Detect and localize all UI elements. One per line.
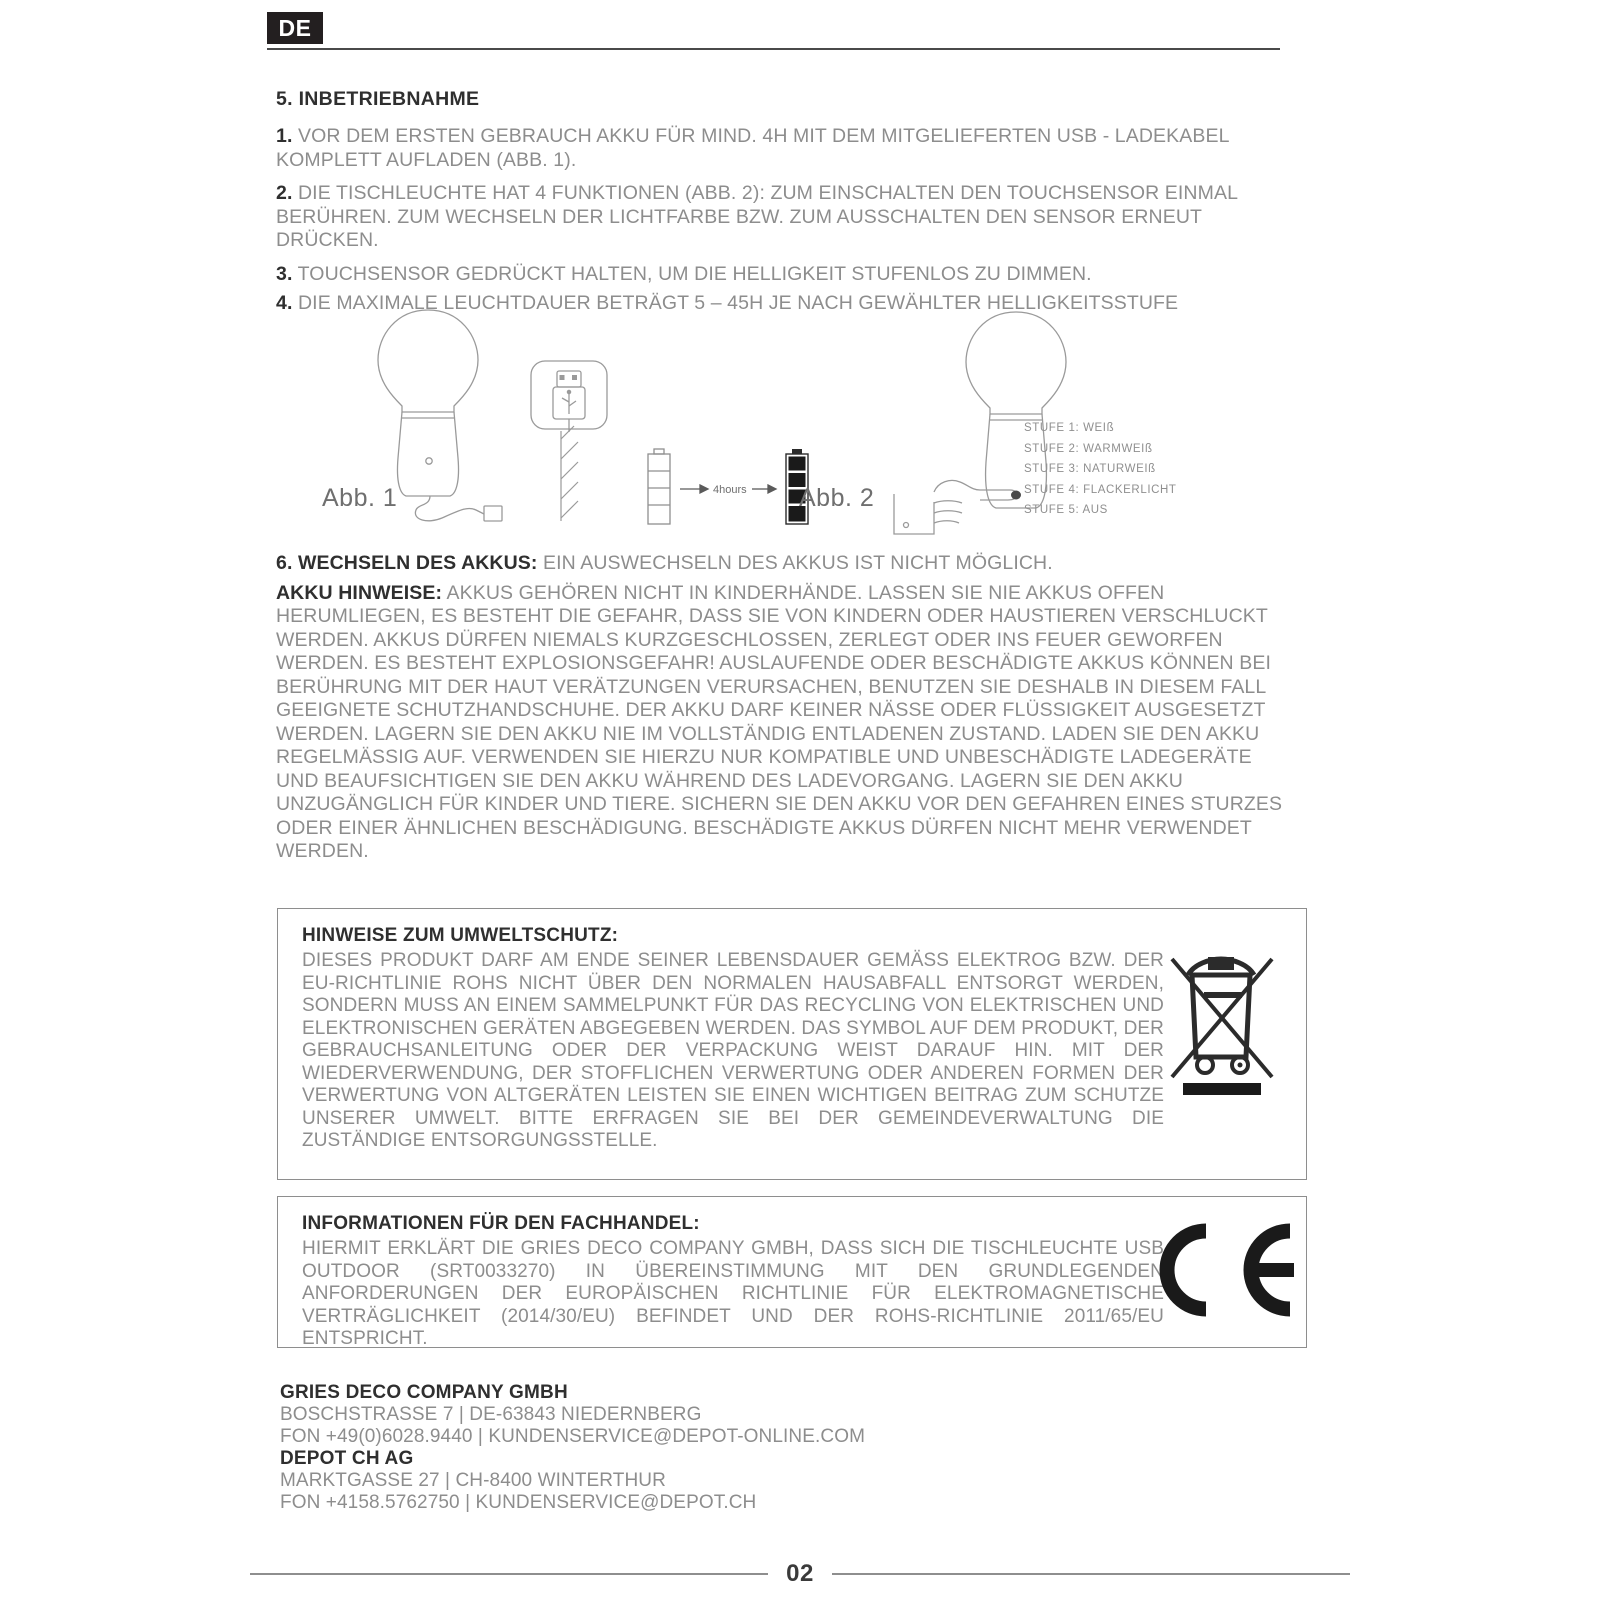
company-name-de: GRIES DECO COMPANY GMBH [280,1382,568,1403]
figure-1-label: Abb. 1 [322,484,398,512]
trade-box-title: INFORMATIONEN FÜR DEN FACHHANDEL: [302,1213,700,1234]
crossed-out-bin-icon [1158,937,1288,1097]
stufe-item-5: STUFE 5: AUS [1024,504,1108,516]
stufe-item-3: STUFE 3: NATURWEIß [1024,463,1156,475]
stufe-item-2: STUFE 2: WARMWEIß [1024,442,1153,455]
figure-group [276,306,1286,546]
instruction-text-1: VOR DEM ERSTEN GEBRAUCH AKKU FÜR MIND. 4H MIT DEM MITGELIEFERTEN USB - LADEKABEL KOMPLETT AUFLADEN (ABB. 1). [276,125,1229,171]
stufe-item-4: STUFE 4: FLACKERLICHT [1024,483,1177,496]
battery-change-heading: 6. WECHSELN DES AKKUS: [276,552,538,574]
weee-symbol-wrapper [1158,937,1288,1097]
instruction-item-3 [276,263,1281,287]
instruction-number-1: 1. [276,125,293,147]
weee-bar [1183,1083,1261,1095]
battery-section [276,552,1286,874]
charge-time-label: 4hours [713,484,747,496]
ce-mark-wrapper [1140,1215,1300,1325]
trade-box-content [302,1213,1164,1351]
company-name-ch: DEPOT CH AG [280,1448,414,1469]
instruction-text-2: DIE TISCHLEUCHTE HAT 4 FUNKTIONEN (ABB. 2): ZUM EINSCHALTEN DEN TOUCHSENSOR EINMAL BERÜHREN. ZUM WECHSELN DER LICHTFARBE BZW. ZUM AUSSCHALTEN DEN SENSOR ERNEUT DRÜCKEN. [276,182,1238,251]
instruction-text-3: TOUCHSENSOR GEDRÜCKT HALTEN, UM DIE HELLIGKEIT STUFENLOS ZU DIMMEN. [297,262,1092,285]
language-badge: DE [267,12,323,44]
footer-rule-right [832,1573,1350,1575]
instruction-number-2: 2. [276,182,293,204]
company-contact-ch: FON +4158.5762750 | KUNDENSERVICE@DEPOT.CH [280,1492,757,1513]
battery-notes-label: AKKU HINWEISE: [276,581,443,604]
environment-box-text: DIESES PRODUKT DARF AM ENDE SEINER LEBENSDAUER GEMÄSS ELEKTROG BZW. DER EU-RICHTLINIE ROHS NICHT ÜBER DEN NORMALEN HAUSABFALL ENTSORGT WERDEN, SONDERN MUSS AN EINEM SAMMELPUNKT FÜR DAS RECYCLING VON ELEKTRISCHEN UND ELEKTRONISCHEN GERÄTEN ABGEGEBEN WERDEN. DAS SYMBOL AUF DEM PRODUKT, DER GEBRAUCHSANLEITUNG ODER DER VERPACKUNG WEIST DARAUF HIN. MIT DER WIEDERVERWENDUNG, DER STOFFLICHEN VERWERTUNG ODER ANDEREN FORMEN DER VERWERTUNG VON ALTGERÄTEN LEISTEN SIE EINEN WICHTIGEN BEITRAG ZUM SCHUTZE UNSERER UMWELT. BITTE ERFRAGEN SIE BEI DER GEMEINDEVERWALTUNG DIE ZUSTÄNDIGE ENTSORGUNGSSTELLE. [302,950,1164,1151]
company-address-de: BOSCHSTRASSE 7 | DE-63843 NIEDERNBERG [280,1404,702,1425]
page-number: 02 [786,1560,814,1587]
battery-notes-text: AKKUS GEHÖREN NICHT IN KINDERHÄNDE. LASSEN SIE NIE AKKUS OFFEN HERUMLIEGEN, ES BESTEHT DIE GEFAHR, DASS SIE VON KINDERN ODER HAUSTIEREN VERSCHLUCKT WERDEN. AKKUS DÜRFEN NIEMALS KURZGESCHLOSSEN, ZERLEGT ODER INS FEUER GEWORFEN WERDEN. ES BESTEHT EXPLOSIONSGEFAHR! AUSLAUFENDE ODER BESCHÄDIGTE AKKUS KÖNNEN BEI BERÜHRUNG MIT DER HAUT VERÄTZUNGEN VERURSACHEN, BENUTZEN SIE DESHALB IN DIESEM FALL GEEIGNETE SCHUTZHANDSCHUHE. DER AKKU DARF KEINER NÄSSE ODER FLÜSSIGKEIT AUSGESETZT WERDEN. LAGERN SIE DEN AKKU NIE IM VOLLSTÄNDIG ENTLADENEN ZUSTAND. LADEN SIE DEN AKKU REGELMÄSSIG AUF. VERWENDEN SIE HIERZU NUR KOMPATIBLE UND UNBESCHÄDIGTE LADEGERÄTE UND BEAUFSICHTIGEN SIE DEN AKKU WÄHREND DES LADEVORGANG. LAGERN SIE DEN AKKU UNZUGÄNGLICH FÜR KINDER UND TIERE. SICHERN SIE DEN AKKU VOR DEN GEFAHREN EINES STURZES ODER EINER ÄHNLICHEN BESCHÄDIGUNG. BESCHÄDIGTE AKKUS DÜRFEN NICHT MEHR VERWENDET WERDEN. [276,581,1283,862]
trade-information-box [277,1196,1307,1348]
company-footer [280,1382,1180,1514]
ce-mark-icon [1140,1215,1300,1325]
environment-box-title: HINWEISE ZUM UMWELTSCHUTZ: [302,925,619,946]
battery-change-paragraph [276,552,1286,576]
figure-2-label: Abb. 2 [799,484,875,512]
battery-notes-paragraph [276,582,1286,864]
company-contact-de: FON +49(0)6028.9440 | KUNDENSERVICE@DEPOT-ONLINE.COM [280,1426,866,1447]
environment-box-content [302,925,1164,1153]
stufe-legend [1024,418,1177,521]
header-divider [267,48,1280,50]
stufe-item-1: STUFE 1: WEIß [1024,422,1115,434]
instruction-item-2 [276,182,1281,253]
instruction-number-4: 4. [276,292,293,314]
footer-rule-left [250,1573,768,1575]
instruction-item-1 [276,125,1281,172]
instructions-block [276,88,1281,326]
section-title: 5. INBETRIEBNAHME [276,88,480,110]
instruction-text-4: DIE MAXIMALE LEUCHTDAUER BETRÄGT 5 – 45H JE NACH GEWÄHLTER HELLIGKEITSSTUFE [298,292,1179,314]
instruction-number-3: 3. [276,262,293,285]
page-footer [250,1560,1350,1588]
figure-1-illustration [356,306,876,536]
trade-box-text: HIERMIT ERKLÄRT DIE GRIES DECO COMPANY GMBH, DASS SICH DIE TISCHLEUCHTE USB OUTDOOR (SRT0033270) IN ÜBEREINSTIMMUNG MIT DEN GRUNDLEGENDEN ANFORDERUNGEN DER EUROPÄISCHEN RICHTLINIE FÜR ELEKTROMAGNETISCHE VERTRÄGLICHKEIT (2014/30/EU) BEFINDET UND DER ROHS-RICHTLINIE 2011/65/EU ENTSPRICHT. [302,1238,1164,1349]
company-address-ch: MARKTGASSE 27 | CH-8400 WINTERTHUR [280,1470,666,1491]
battery-change-text: EIN AUSWECHSELN DES AKKUS IST NICHT MÖGLICH. [537,552,1053,574]
environment-notice-box [277,908,1307,1180]
